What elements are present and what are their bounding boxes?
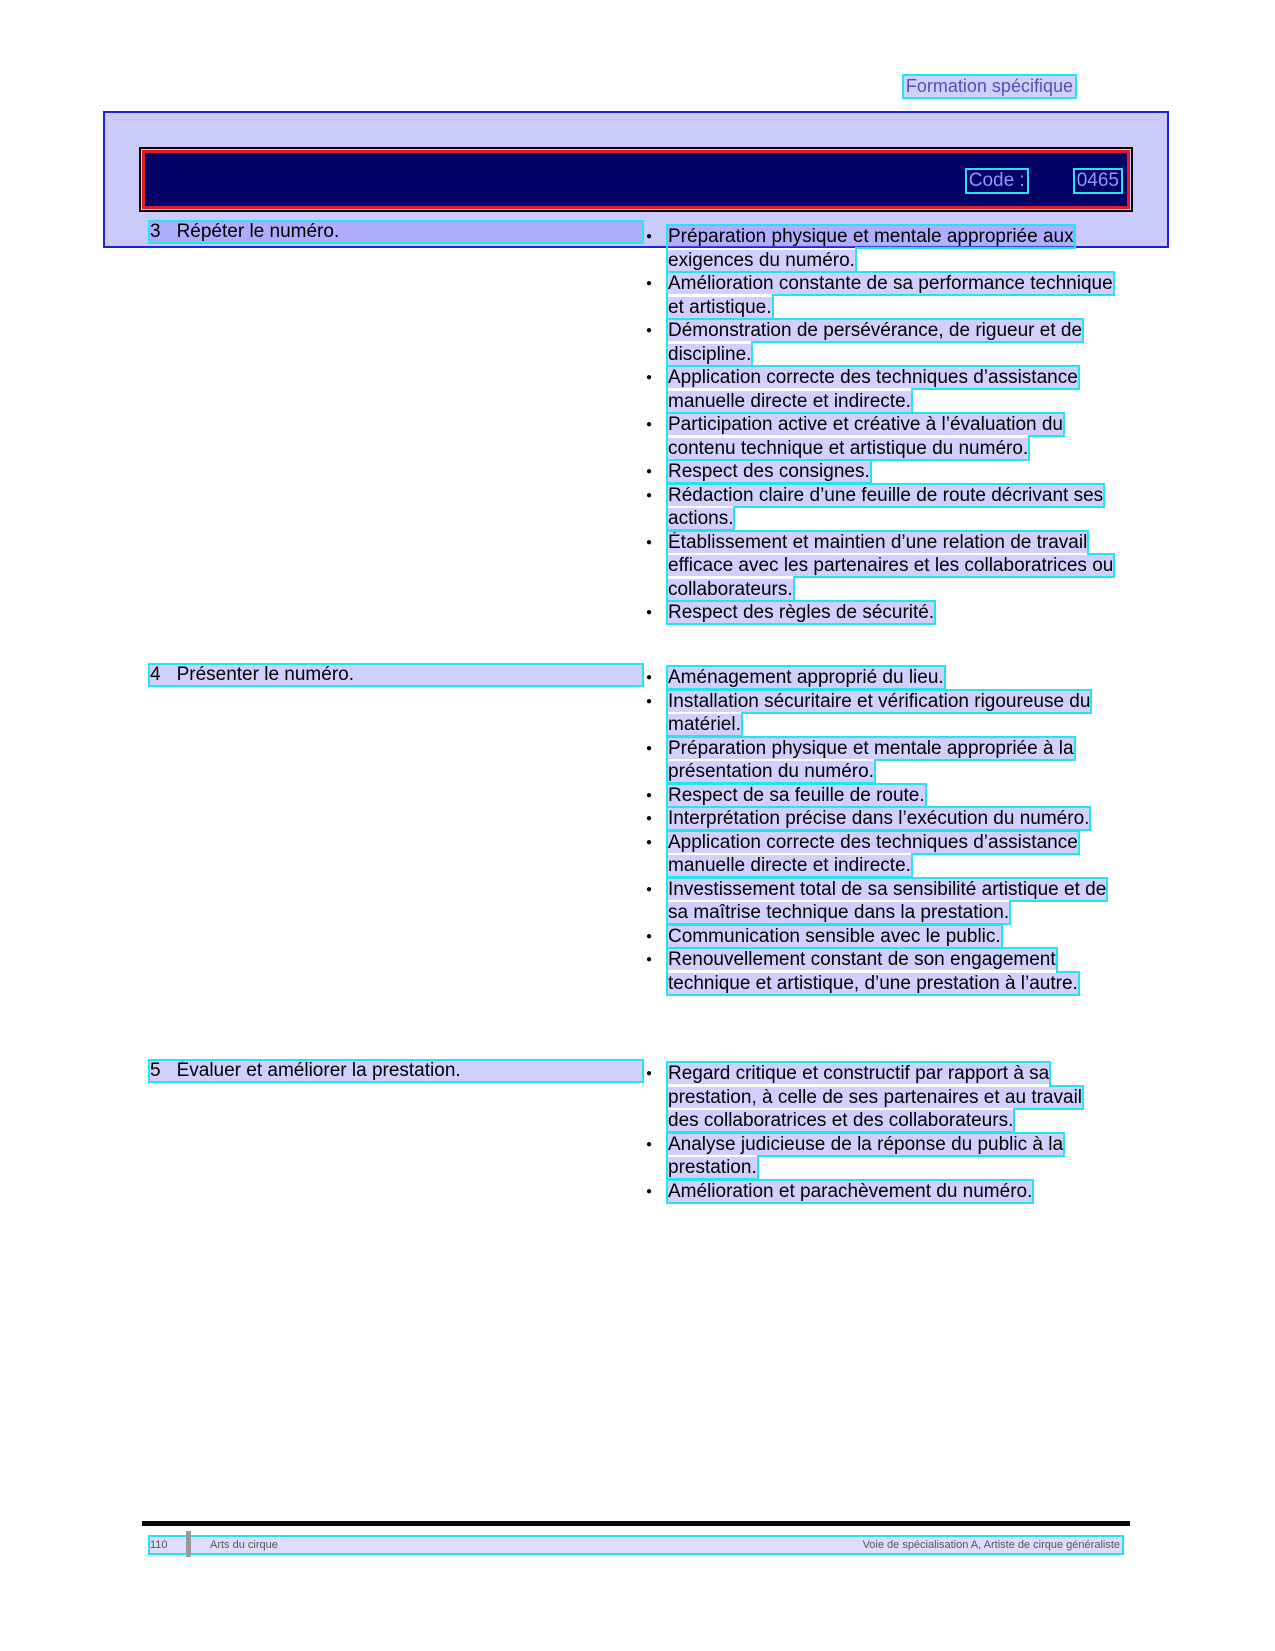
criterion-item: ● Aménagement approprié du lieu. [646,666,1116,690]
criterion-item: ● Respect des consignes. [646,460,1116,484]
criterion-item: ● Respect de sa feuille de route. [646,784,1116,808]
element-row [150,1061,642,1081]
criterion-item: ● Application correcte des techniques d’assistance manuelle directe et indirecte. [646,366,1116,413]
criterion-item: ● Application correcte des techniques d’assistance manuelle directe et indirecte. [646,831,1116,878]
footer-rule [142,1521,1130,1526]
criterion-item: ● Investissement total de sa sensibilité artistique et de sa maîtrise technique dans la prestation. [646,878,1116,925]
code-bar [142,150,1130,209]
criterion-item: ● Installation sécuritaire et vérification rigoureuse du matériel. [646,690,1116,737]
criterion-item: ● Préparation physique et mentale appropriée à la présentation du numéro. [646,737,1116,784]
criterion-item: ● Communication sensible avec le public. [646,925,1116,949]
element-row [150,222,642,242]
criterion-item: ● Interprétation précise dans l’exécution du numéro. [646,807,1116,831]
element-number: 3 [150,221,161,242]
criterion-item: ● Démonstration de persévérance, de rigueur et de discipline. [646,319,1116,366]
criterion-item: ● Établissement et maintien d’une relation de travail efficace avec les partenaires et les collaboratrices ou collaborateurs. [646,531,1116,602]
page-number: 110 [150,1539,168,1551]
criterion-item: ● Analyse judicieuse de la réponse du public à la prestation. [646,1133,1116,1180]
criterion-item: ● Respect des règles de sécurité. [646,601,1116,625]
section-label: Formation spécifique [905,76,1073,96]
criterion-item: ● Préparation physique et mentale appropriée aux exigences du numéro. [646,225,1116,272]
footer-separator [186,1531,191,1557]
element-row [150,665,642,685]
element-title: Répéter le numéro. [176,221,340,242]
element-number: 5 [150,1060,161,1081]
criterion-item: ● Rédaction claire d’une feuille de route décrivant ses actions. [646,484,1116,531]
footer-program-title: Arts du cirque [210,1539,278,1551]
code-value: 0465 [1076,170,1119,191]
element-title: Présenter le numéro. [176,664,354,685]
criterion-item: ● Regard critique et constructif par rapport à sa prestation, à celle de ses partenaires et au travail des collaboratrices et des collaborateurs. [646,1062,1116,1133]
criteria-list [646,666,1116,995]
page-footer [150,1537,1122,1553]
criterion-item: ● Participation active et créative à l’évaluation du contenu technique et artistique du numéro. [646,413,1116,460]
competency-code [967,170,1121,192]
criterion-item: ● Renouvellement constant de son engagement technique et artistique, d’une prestation à l’autre. [646,948,1116,995]
criteria-list [646,1062,1116,1203]
criteria-list [646,225,1116,625]
footer-path-title: Voie de spécialisation A, Artiste de cirque généraliste [862,1539,1120,1551]
code-label: Code : [968,170,1025,191]
element-title: Évaluer et améliorer la prestation. [176,1060,461,1081]
criterion-item: ● Amélioration constante de sa performance technique et artistique. [646,272,1116,319]
element-number: 4 [150,664,161,685]
criterion-item: ● Amélioration et parachèvement du numéro. [646,1180,1116,1204]
